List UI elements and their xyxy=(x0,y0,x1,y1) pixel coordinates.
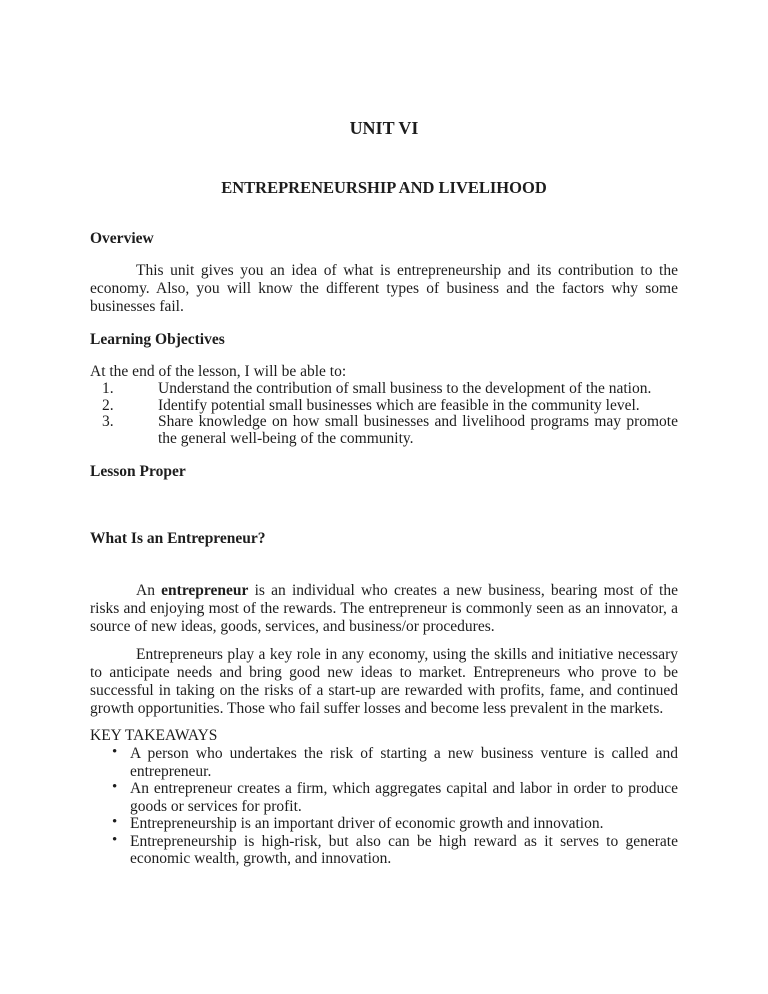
paragraph-text: An xyxy=(136,582,162,599)
list-item xyxy=(90,815,678,833)
list-item-text: Entrepreneurship is an important driver of economic growth and innovation. xyxy=(130,815,604,832)
key-takeaways-heading: KEY TAKEAWAYS xyxy=(90,727,218,744)
overview-heading: Overview xyxy=(90,230,154,247)
list-item-text: An entrepreneur creates a firm, which aggregates capital and labor in order to produce goods or services for profit. xyxy=(130,780,678,815)
list-number: 1. xyxy=(102,380,114,397)
bullet-icon: • xyxy=(112,814,118,830)
entrepreneur-bold-term: entrepreneur xyxy=(161,582,249,599)
list-item-text: Share knowledge on how small businesses and livelihood programs may promote the general well-being of the community. xyxy=(158,413,678,447)
bullet-icon: • xyxy=(112,744,118,760)
list-item-text: Entrepreneurship is high-risk, but also can be high reward as it serves to generate economic wealth, growth, and innovation. xyxy=(130,832,678,867)
list-item xyxy=(90,780,678,815)
what-is-entrepreneur-heading: What Is an Entrepreneur? xyxy=(90,530,266,547)
list-item xyxy=(90,398,678,415)
list-item-text: Understand the contribution of small business to the development of the nation. xyxy=(158,380,652,397)
list-item-text: A person who undertakes the risk of starting a new business venture is called and entrepreneur. xyxy=(130,745,678,780)
list-number: 2. xyxy=(102,396,114,414)
objectives-intro: At the end of the lesson, I will be able to: xyxy=(90,363,347,380)
entrepreneur-definition-paragraph xyxy=(90,582,678,636)
bullet-icon: • xyxy=(112,831,118,848)
paragraph-text: is an individual who creates a new business, bearing most of the risks and enjoying most of the rewards. The entrepreneur is commonly seen as an innovator, a source of new ideas, goods, services, and business/or procedures. xyxy=(90,582,678,635)
unit-subtitle: ENTREPRENEURSHIP AND LIVELIHOOD xyxy=(221,178,547,197)
takeaways-list xyxy=(90,745,678,868)
list-item xyxy=(90,414,678,447)
objectives-list xyxy=(90,381,678,447)
unit-title: UNIT VI xyxy=(349,118,419,138)
list-item xyxy=(90,833,678,868)
learning-objectives-heading: Learning Objectives xyxy=(90,331,225,348)
list-item xyxy=(90,381,678,398)
bullet-icon: • xyxy=(112,779,118,795)
overview-paragraph: This unit gives you an idea of what is entrepreneurship and its contribution to the economy. Also, you will know the different types of business and the factors why some businesses fail. xyxy=(90,262,678,315)
list-number: 3. xyxy=(102,413,114,430)
list-item-text: Identify potential small businesses which are feasible in the community level. xyxy=(158,396,640,414)
lesson-proper-heading: Lesson Proper xyxy=(90,463,186,480)
entrepreneur-role-paragraph: Entrepreneurs play a key role in any economy, using the skills and initiative necessary to anticipate needs and bring good new ideas to market. Entrepreneurs who prove to be successful in taking on the risks of a start-up are rewarded with profits, fame, and continued growth opportunities. Those who fail suffer losses and become less prevalent in the markets. xyxy=(90,646,678,717)
list-item xyxy=(90,745,678,780)
